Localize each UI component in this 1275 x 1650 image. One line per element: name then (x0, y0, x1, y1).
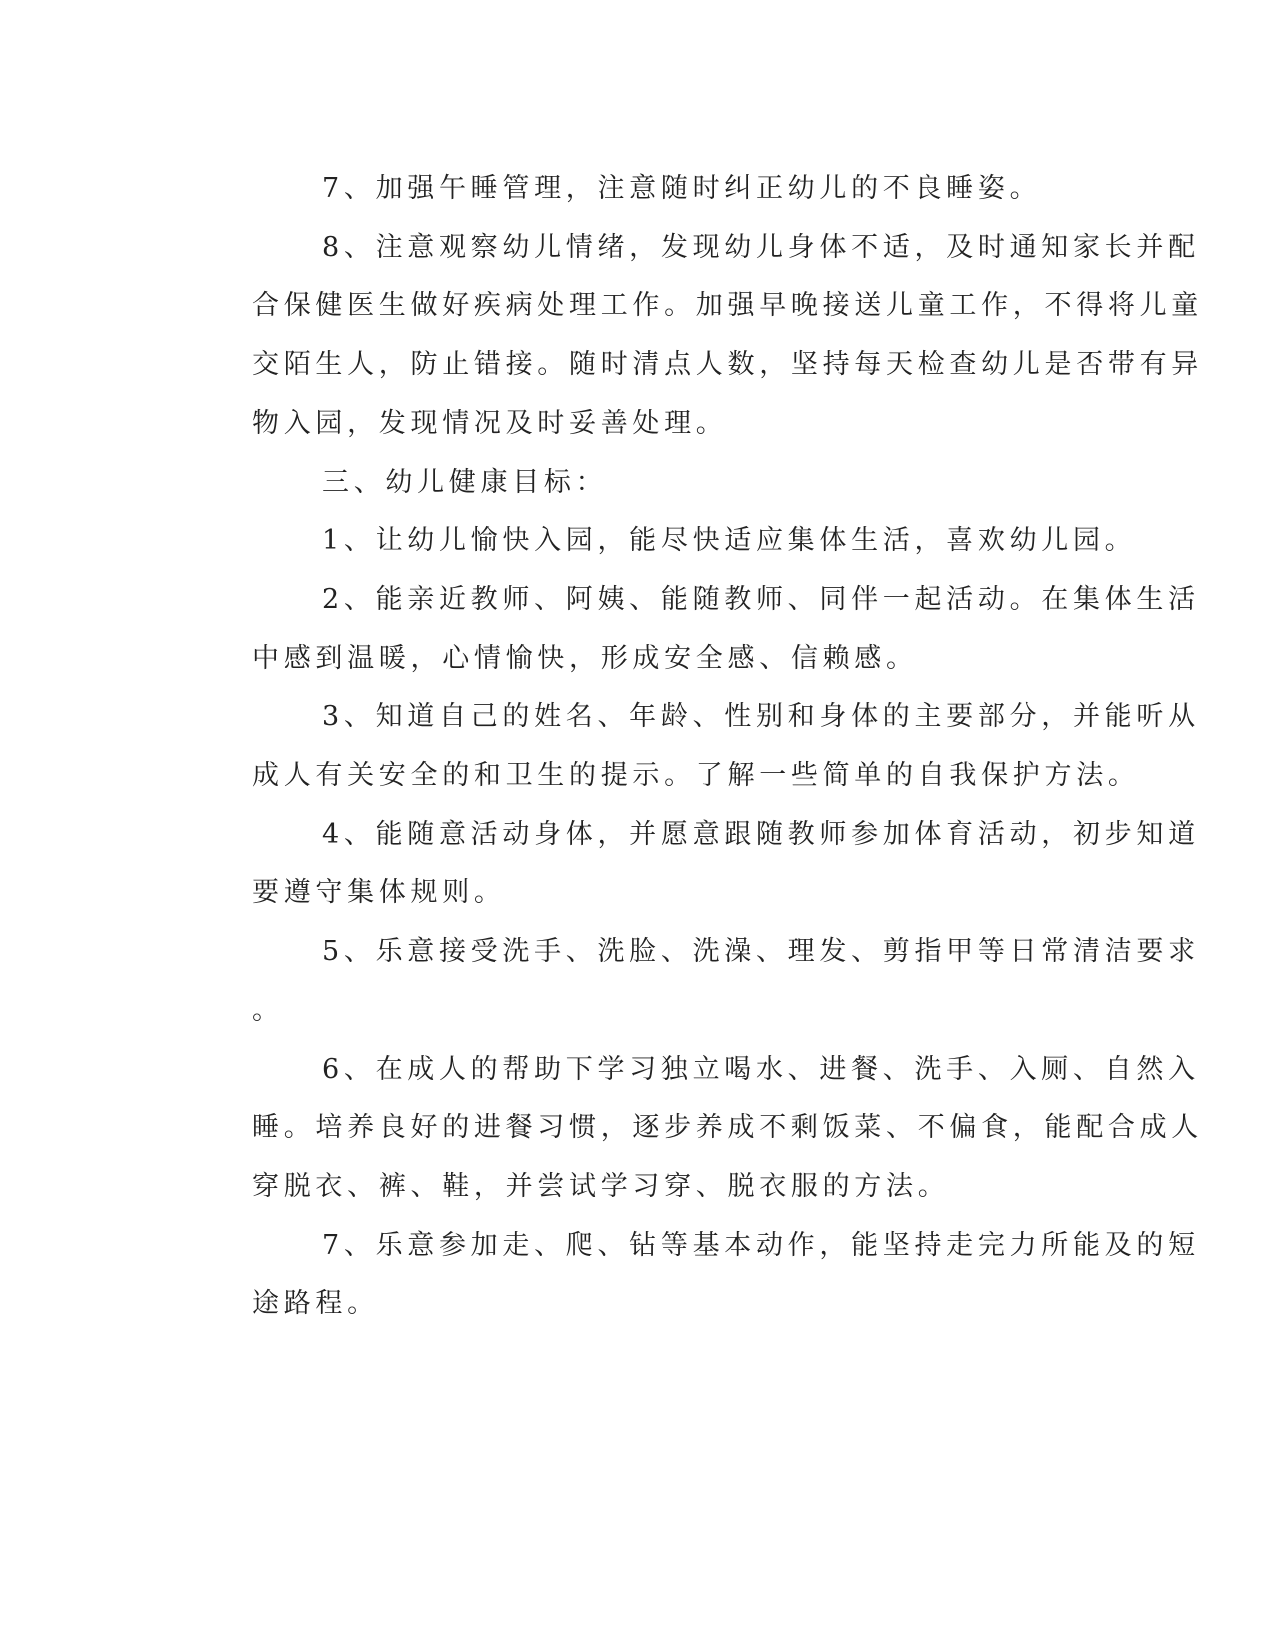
paragraph-goal-1 (182, 512, 1137, 571)
paragraph-goal-5 (182, 923, 1200, 1040)
text-line: 6、在成人的帮助下学习独立喝水、进餐、洗手、入厕、自然入 (322, 1053, 1200, 1085)
text-line: 7、加强午睡管理，注意随时纠正幼儿的不良睡姿。 (322, 173, 1042, 204)
paragraph-goal-3 (182, 688, 1200, 805)
paragraph-goal-4 (182, 806, 1200, 923)
text-line: 途路程。 (252, 1288, 379, 1320)
text-line: 5、乐意接受洗手、洗脸、洗澡、理发、剪指甲等日常清洁要求 (322, 936, 1200, 968)
text-line: 合保健医生做好疾病处理工作。加强早晚接送儿童工作，不得将儿童 (252, 290, 1203, 322)
text-line: 7、乐意参加走、爬、钻等基本动作，能坚持走完力所能及的短 (322, 1229, 1200, 1261)
paragraph-goal-7 (182, 1217, 1200, 1334)
text-line: 2、能亲近教师、阿姨、能随教师、同伴一起活动。在集体生活 (322, 583, 1200, 615)
text-line: 交陌生人，防止错接。随时清点人数，坚持每天检查幼儿是否带有异 (252, 349, 1203, 381)
text-line: 。 (252, 994, 284, 1026)
text-line: 穿脱衣、裤、鞋，并尝试学习穿、脱衣服的方法。 (252, 1170, 950, 1202)
text-line: 1、让幼儿愉快入园，能尽快适应集体生活，喜欢幼儿园。 (322, 525, 1137, 557)
paragraph-goal-6 (182, 1041, 1203, 1217)
section-heading-health-goals (182, 454, 1015, 513)
text-line: 中感到温暖，心情愉快，形成安全感、信赖感。 (252, 642, 918, 674)
text-line: 睡。培养良好的进餐习惯，逐步养成不剩饭菜、不偏食，能配合成人 (252, 1112, 1203, 1144)
document-body (182, 160, 1203, 1334)
text-line: 3、知道自己的姓名、年龄、性别和身体的主要部分，并能听从 (322, 701, 1200, 733)
text-line: 成人有关安全的和卫生的提示。了解一些简单的自我保护方法。 (252, 760, 1140, 792)
paragraph-item-8-observe (182, 219, 1203, 454)
paragraph-item-7-nap (182, 160, 1042, 219)
text-line: 要遵守集体规则。 (252, 877, 506, 909)
text-line: 物入园，发现情况及时妥善处理。 (252, 407, 728, 439)
paragraph-goal-2 (182, 571, 1200, 688)
text-line: 8、注意观察幼儿情绪，发现幼儿身体不适，及时通知家长并配 (322, 231, 1200, 263)
text-line: 4、能随意活动身体，并愿意跟随教师参加体育活动，初步知道 (322, 818, 1200, 850)
text-line: 三、幼儿健康目标： (322, 466, 608, 498)
